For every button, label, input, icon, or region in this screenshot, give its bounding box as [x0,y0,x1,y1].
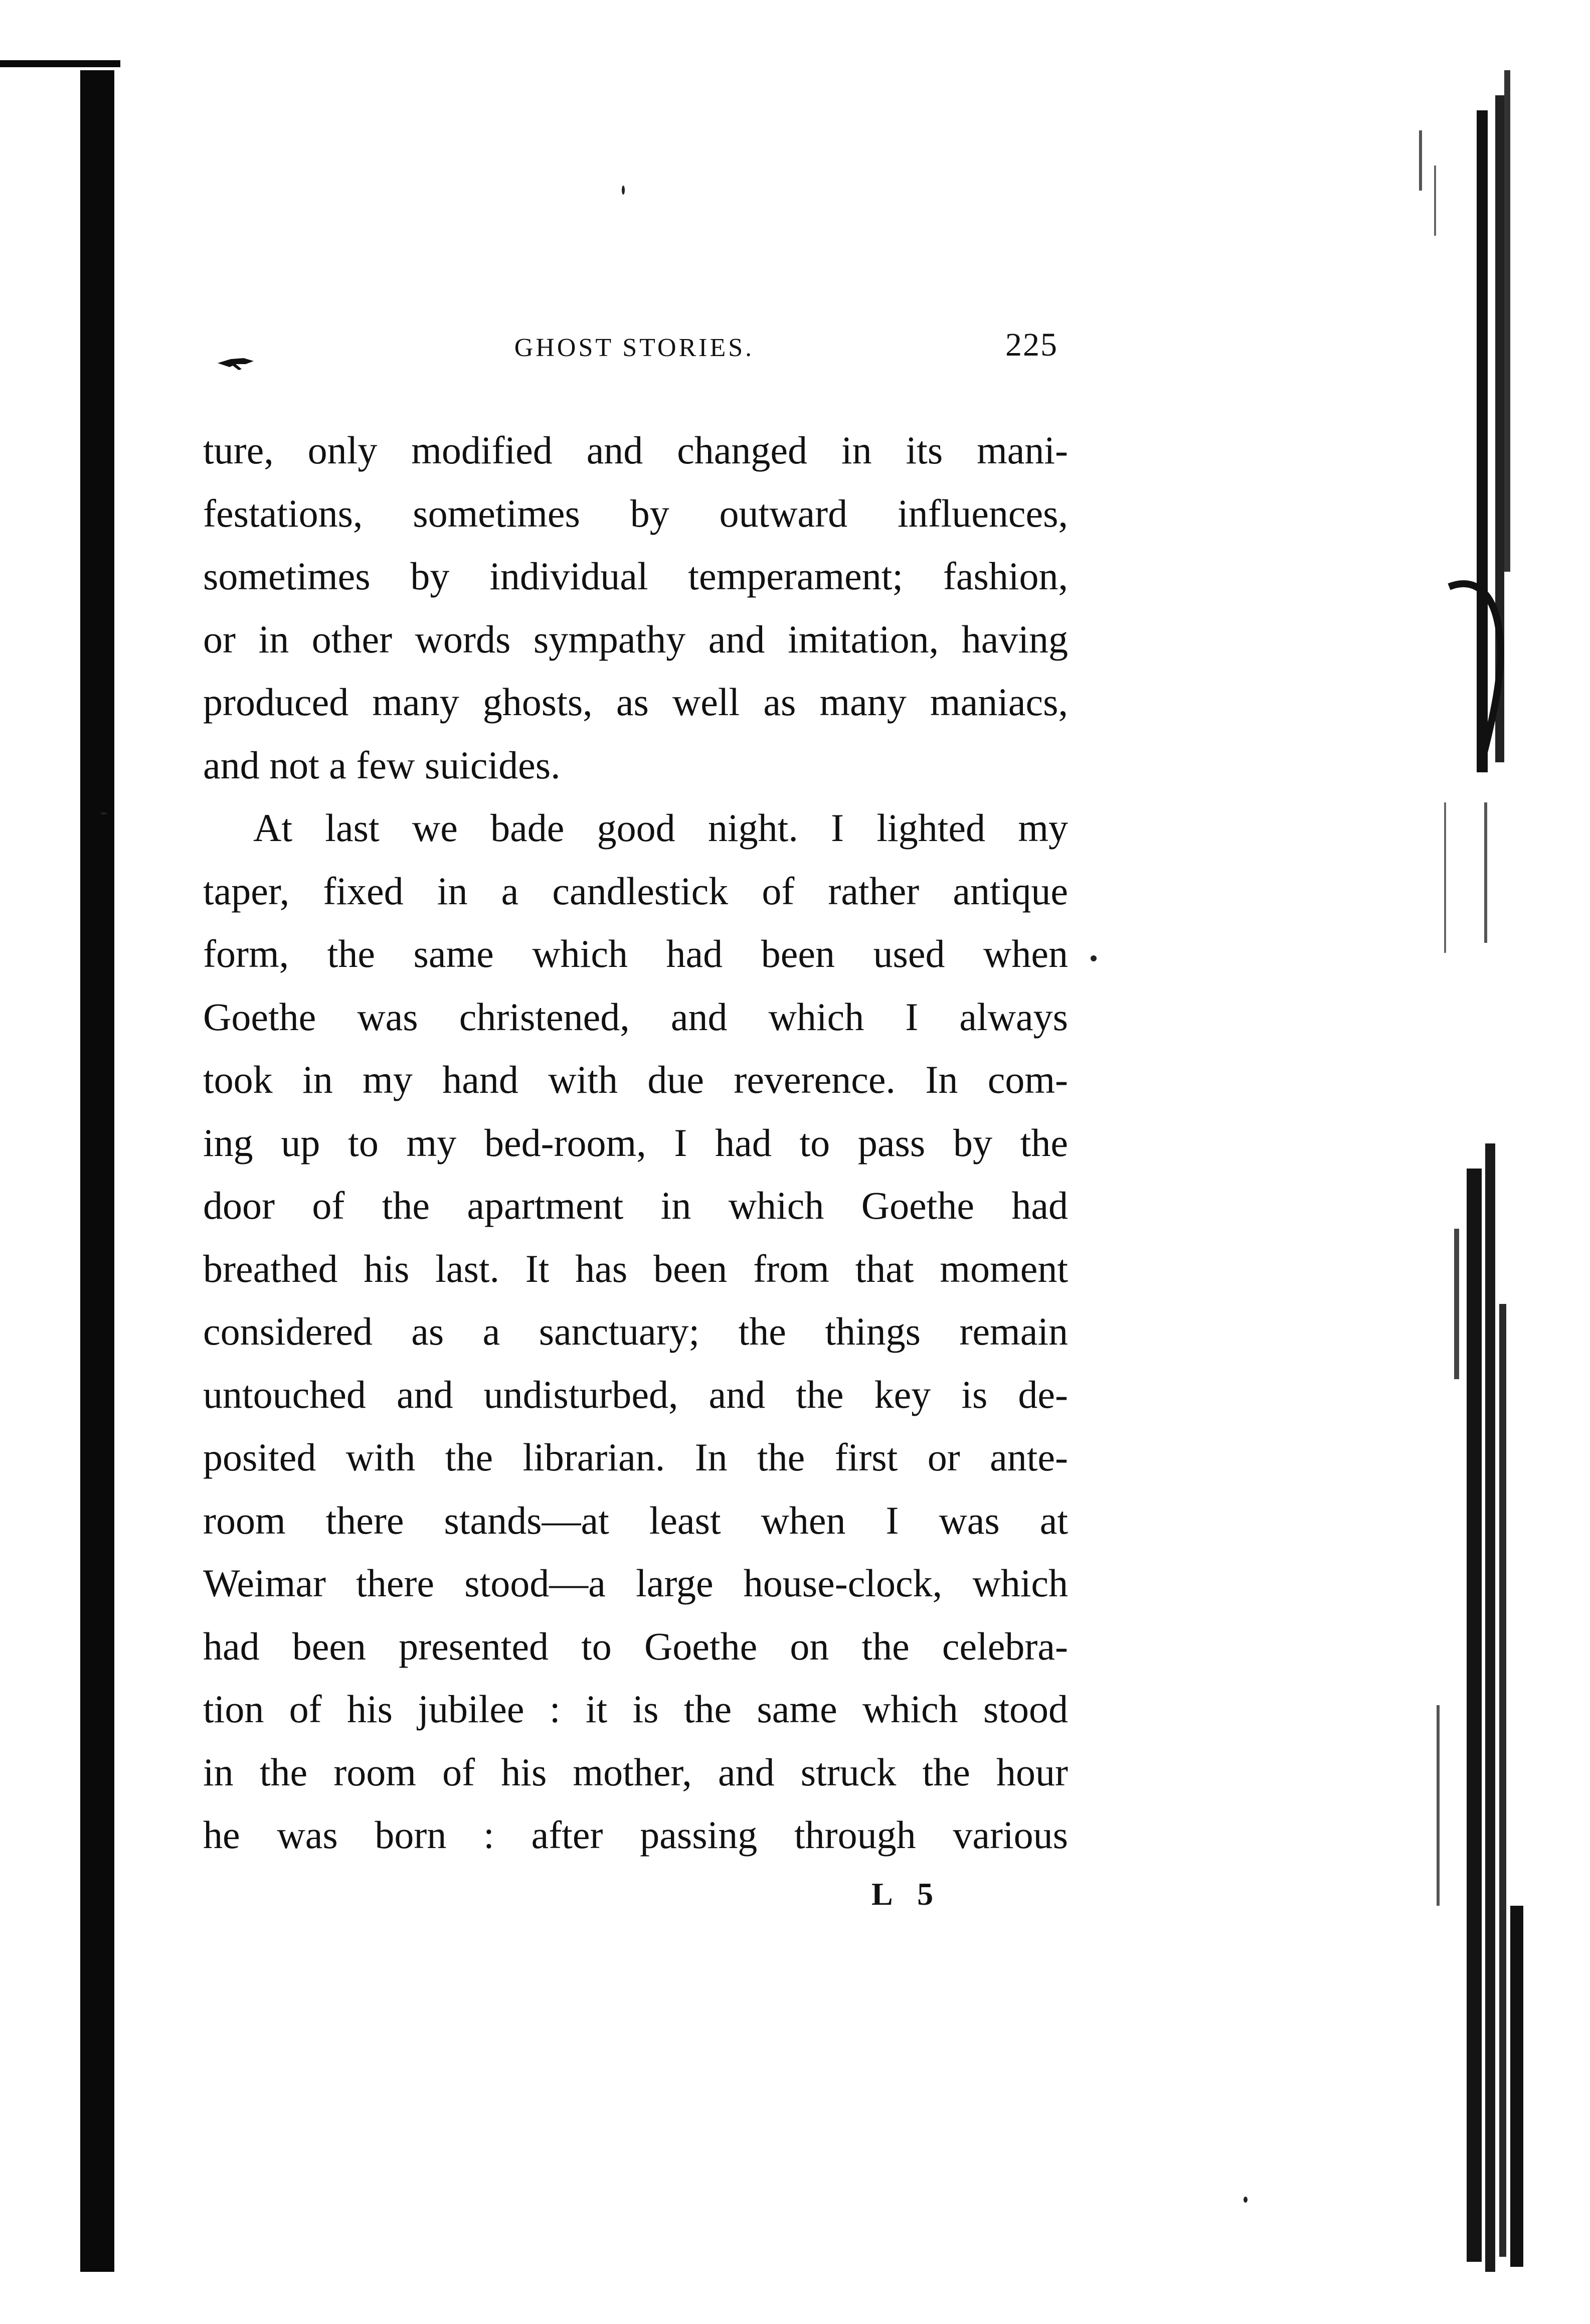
text-line: room there stands—at least when I was at [203,1498,1068,1542]
text-line: tion of his jubilee : it is the same which stood [203,1687,1068,1731]
signature-mark: L 5 [871,1876,943,1912]
text-line: Goethe was christened, and which I always [203,994,1068,1039]
text-line: had been presented to Goethe on the celebra- [203,1624,1068,1668]
text-line: taper, fixed in a candlestick of rather antique [203,869,1068,913]
text-line: breathed his last. It has been from that moment [203,1246,1068,1290]
binding-edge-cap [0,60,120,67]
text-line: in the room of his mother, and struck the hour [203,1750,1068,1794]
running-head-title: GHOST STORIES. [514,334,755,362]
scan-speck [1091,955,1097,961]
scan-speck [1244,2197,1248,2203]
text-line: ing up to my bed-room, I had to pass by the [203,1120,1068,1165]
text-line: untouched and undisturbed, and the key is de- [203,1372,1068,1416]
text-line: posited with the librarian. In the first or ante- [203,1435,1068,1479]
text-line: or in other words sympathy and imitation, having [203,617,1068,661]
page-number: 225 [1005,326,1058,363]
text-line: he was born : after passing through various [203,1813,1068,1857]
text-line: and not a few suicides. [203,743,561,787]
text-line: considered as a sanctuary; the things remain [203,1309,1068,1353]
gutter-marks [1354,0,1590,2321]
text-line: At last we bade good night. I lighted my [253,806,1068,850]
text-line: took in my hand with due reverence. In com- [203,1058,1068,1101]
body-text [203,419,1068,1867]
text-line: form, the same which had been used when [203,932,1068,975]
binding-edge [80,70,114,2272]
text-line: door of the apartment in which Goethe had [203,1184,1068,1227]
running-head [211,321,1058,371]
scan-speck [622,186,625,195]
scanned-gutter [1354,0,1590,2321]
text-line: Weimar there stood—a large house-clock, which [203,1561,1068,1605]
scan-speck [100,812,107,814]
text-line: festations, sometimes by outward influences, [203,491,1068,535]
text-line: produced many ghosts, as well as many maniacs, [203,680,1068,724]
text-line: ture, only modified and changed in its mani- [203,428,1068,472]
text-line: sometimes by individual temperament; fashion, [203,554,1068,598]
